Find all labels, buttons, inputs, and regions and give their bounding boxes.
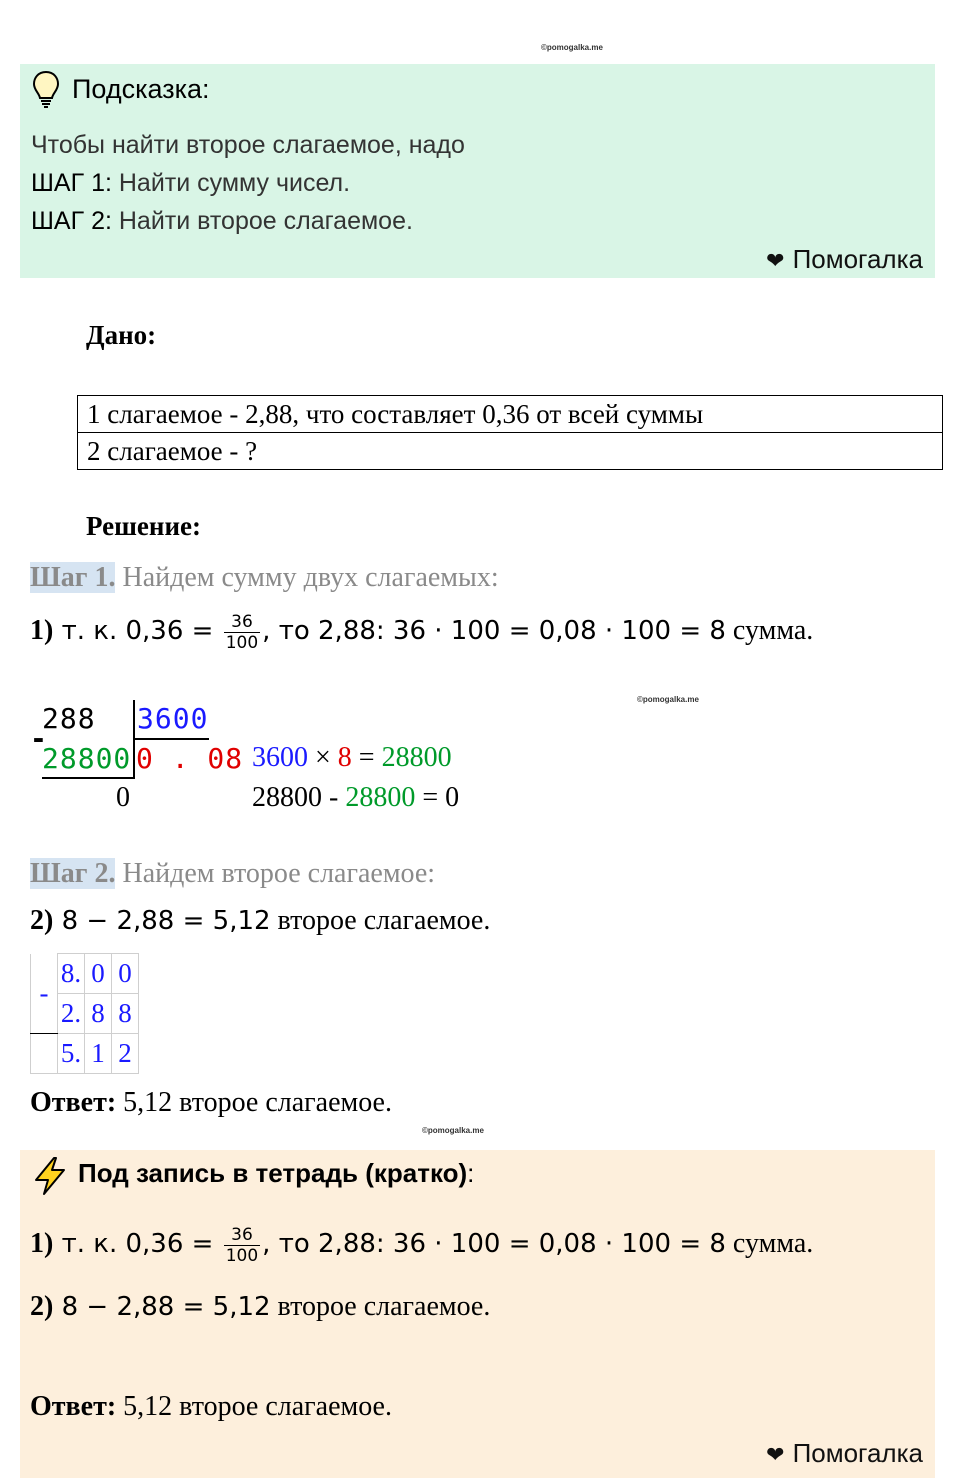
remainder: 0 xyxy=(116,782,131,813)
grid-cell: 0 xyxy=(85,954,112,994)
notebook-title: Под запись в тетрадь (кратко): xyxy=(78,1158,475,1188)
table-row xyxy=(78,396,943,433)
given-title: Дано: xyxy=(86,320,157,350)
step-2-heading: Шаг 2. Найдем второе слагаемое: xyxy=(30,858,436,889)
watermark-mid: ©pomogalka.me xyxy=(637,695,699,704)
hint-credit: ❤ Помогалка xyxy=(766,244,923,274)
notebook-credit: ❤ Помогалка xyxy=(766,1438,923,1468)
hint-intro: Чтобы найти второе слагаемое, надо xyxy=(31,131,465,159)
hint-step-1: ШАГ 1: Найти сумму чисел. xyxy=(31,169,351,197)
lightning-icon xyxy=(32,1156,68,1196)
solution-line-2: 2) 8 − 2,88 = 5,12 второе слагаемое. xyxy=(30,905,491,936)
watermark-bottom: ©pomogalka.me xyxy=(422,1126,484,1135)
minus-sign: - xyxy=(30,722,48,755)
subtraction-grid xyxy=(30,953,139,1074)
hint-box xyxy=(20,64,935,278)
grid-cell xyxy=(31,1034,58,1074)
lightbulb-icon xyxy=(32,70,60,110)
grid-cell: 2. xyxy=(58,994,85,1034)
grid-cell: 8 xyxy=(85,994,112,1034)
table-row xyxy=(78,433,943,470)
solution-line-1: 1) т. к. 0,36 = $\frac{36}{100}$ , то 2,88: 36 · 100 = 0,08 · 100 = 8 сумма. xyxy=(30,612,814,653)
heart-icon: ❤ xyxy=(766,248,785,273)
grid-cell: 5. xyxy=(58,1034,85,1074)
hint-title: Подсказка: xyxy=(72,74,210,104)
division-product-line xyxy=(42,777,135,779)
given-table xyxy=(77,395,943,470)
division-divisor-line xyxy=(133,738,209,740)
quotient: 0 . 08 xyxy=(136,742,244,775)
given-row-2: 2 слагаемое - ? xyxy=(78,433,943,470)
solution-title: Решение: xyxy=(86,511,201,541)
notebook-box xyxy=(20,1150,935,1478)
grid-cell: 8. xyxy=(58,954,85,994)
product: 28800 xyxy=(42,742,132,775)
grid-cell: 2 xyxy=(112,1034,139,1074)
divisor: 3600 xyxy=(137,702,209,735)
check-line-1: 3600 × 8 = 28800 xyxy=(252,742,452,773)
fraction: $\frac{36}{100}$ xyxy=(225,612,259,653)
notebook-line-1: 1) т. к. 0,36 = $\frac{36}{100}$ , то 2,88: 36 · 100 = 0,08 · 100 = 8 сумма. xyxy=(30,1225,814,1266)
watermark-top: ©pomogalka.me xyxy=(541,43,603,52)
table-row xyxy=(31,954,139,994)
grid-cell: 0 xyxy=(112,954,139,994)
dividend: 288 xyxy=(42,702,96,735)
subtraction-minus: - xyxy=(31,954,58,1034)
hint-step-2: ШАГ 2: Найти второе слагаемое. xyxy=(31,207,413,235)
heart-icon: ❤ xyxy=(766,1442,785,1467)
given-row-1: 1 слагаемое - 2,88, что составляет 0,36 от всей суммы xyxy=(78,396,943,433)
check-line-2: 28800 - 28800 = 0 xyxy=(252,782,460,813)
step-1-heading: Шаг 1. Найдем сумму двух слагаемых: xyxy=(30,562,499,593)
table-row xyxy=(31,1034,139,1074)
grid-cell: 1 xyxy=(85,1034,112,1074)
grid-cell: 8 xyxy=(112,994,139,1034)
answer-line: Ответ: 5,12 второе слагаемое. xyxy=(30,1087,392,1118)
fraction: $\frac{36}{100}$ xyxy=(225,1225,259,1266)
notebook-answer: Ответ: 5,12 второе слагаемое. xyxy=(30,1391,392,1422)
notebook-line-2: 2) 8 − 2,88 = 5,12 второе слагаемое. xyxy=(30,1291,491,1322)
